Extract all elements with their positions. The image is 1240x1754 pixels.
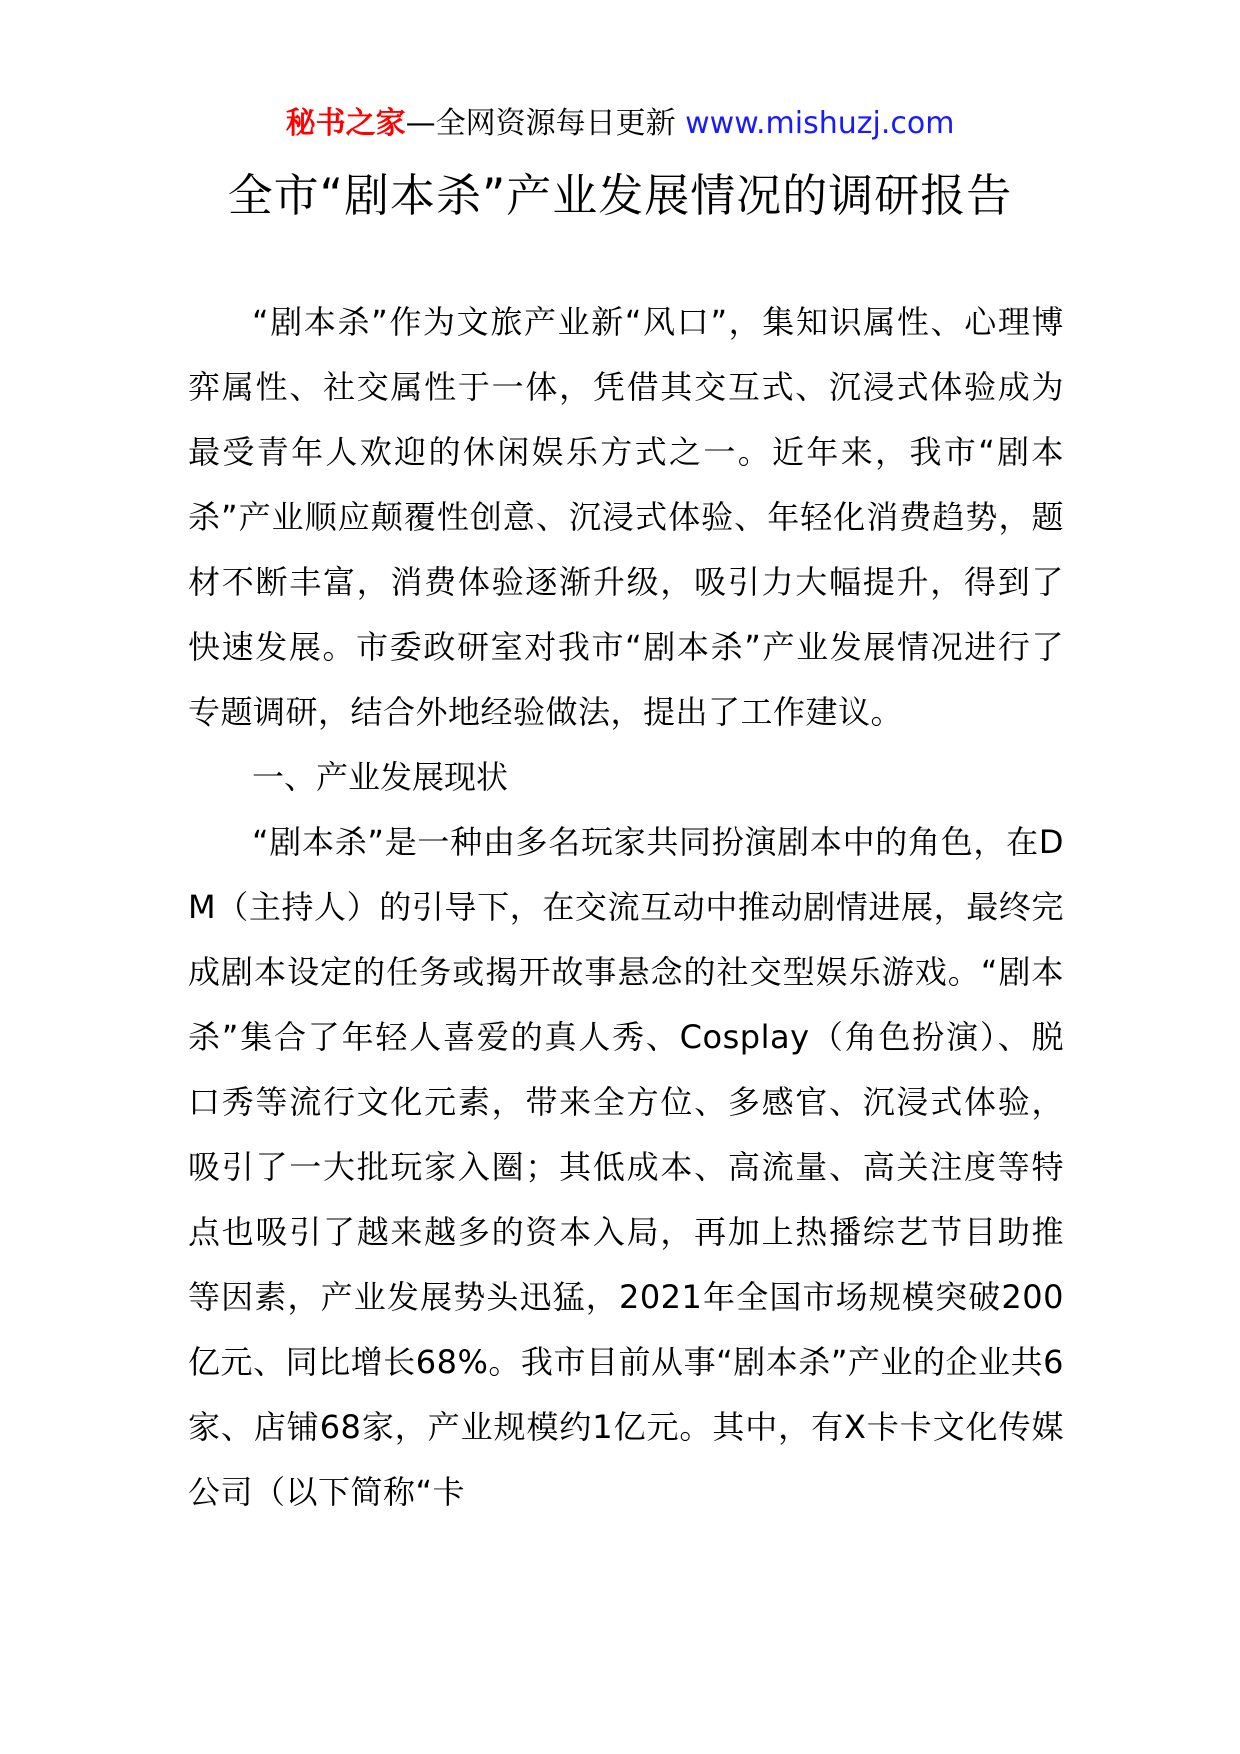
intro-paragraph: “剧本杀”作为文旅产业新“风口”，集知识属性、心理博弈属性、社交属性于一体，凭借其交互式、沉浸式体验成为最受青年人欢迎的休闲娱乐方式之一。近年来，我市“剧本杀”产业顺应颠覆性创意、沉浸式体验、年轻化消费趋势，题材不断丰富，消费体验逐渐升级，吸引力大幅提升，得到了快速发展。市委政研室对我市“剧本杀”产业发展情况进行了专题调研，结合外地经验做法，提出了工作建议。 (188, 303, 1064, 731)
document-body (188, 290, 1064, 1525)
brand-name: 秘书之家 (285, 106, 406, 141)
header-tagline: —全网资源每日更新 (405, 106, 676, 141)
document-title: 全市“剧本杀”产业发展情况的调研报告 (227, 169, 1013, 222)
site-url-link[interactable]: www.mishuzj.com (685, 106, 955, 141)
site-header (0, 104, 1240, 144)
section-heading: 一、产业发展现状 (252, 758, 509, 796)
section-paragraph: “剧本杀”是一种由多名玩家共同扮演剧本中的角色，在DM（主持人）的引导下，在交流互动中推动剧情进展，最终完成剧本设定的任务或揭开故事悬念的社交型娱乐游戏。“剧本杀”集合了年轻人喜爱的真人秀、Cosplay（角色扮演）、脱口秀等流行文化元素，带来全方位、多感官、沉浸式体验，吸引了一大批玩家入圈；其低成本、高流量、高关注度等特点也吸引了越来越多的资本入局，再加上热播综艺节目助推等因素，产业发展势头迅猛，2021年全国市场规模突破200亿元、同比增长68%。我市目前从事“剧本杀”产业的企业共6家、店铺68家，产业规模约1亿元。其中，有X卡卡文化传媒公司（以下简称“卡 (188, 823, 1064, 1511)
